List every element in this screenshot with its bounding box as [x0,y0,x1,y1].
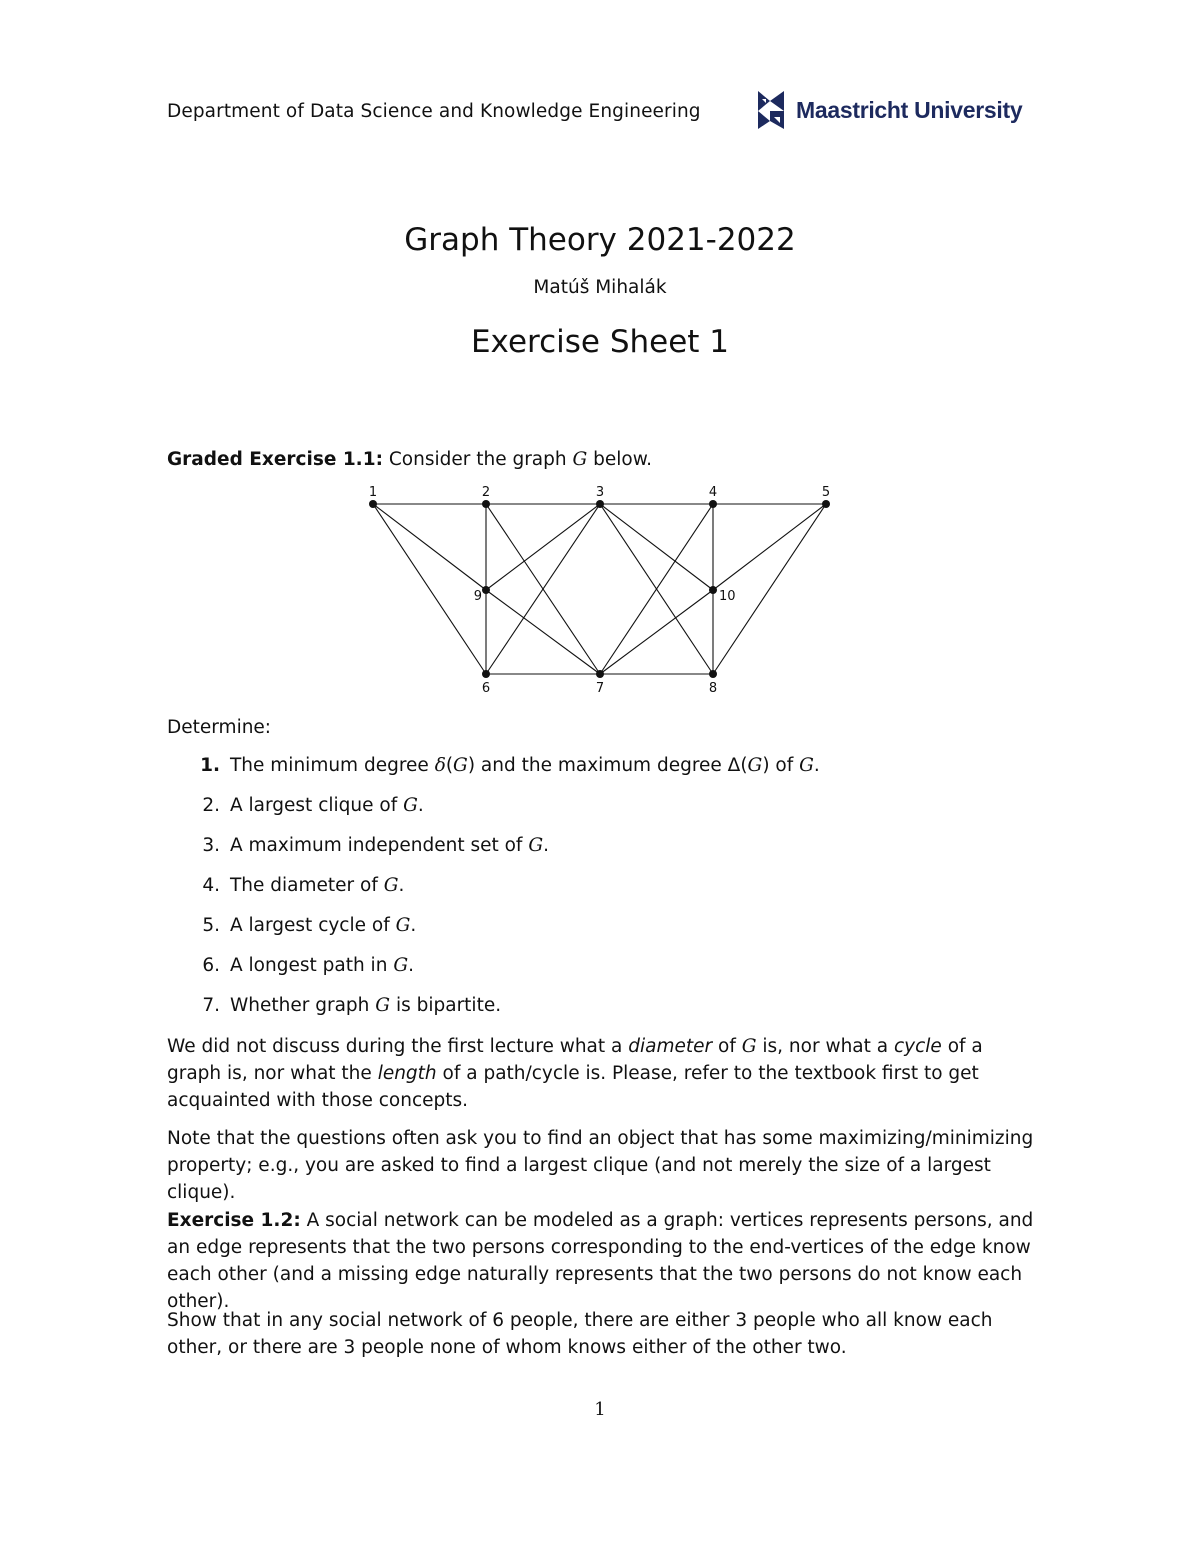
author-name: Matúš Mihalák [533,277,667,298]
question-text: The diameter of G. [230,875,405,896]
question-item [167,752,820,792]
question-text: A largest clique of G. [230,795,424,816]
graph-edge-10-7 [600,590,713,674]
question-item [167,992,820,1032]
graph-vertex-label-1: 1 [368,485,378,500]
note-diameter-cycle: We did not discuss during the first lecture what a diameter of G is, nor what a cycle of a graph is, nor what the length of a path/cycle is. Please, refer to the textbook first to get acquainted with those concepts. [167,1036,983,1111]
graph-vertex-label-3: 3 [595,485,605,500]
exercise-2-text: Exercise 1.2: A social network can be modeled as a graph: vertices represents persons, and an edge represents that the two persons corresponding to the end-vertices of the edge know each other (and a missing edge naturally represents that the two persons do not know each other). [167,1210,1034,1312]
university-logo [756,88,1022,132]
question-number: 6. [202,955,220,976]
question-text: Whether graph G is bipartite. [230,995,502,1016]
question-item [167,952,820,992]
graph-figure [0,470,1200,710]
graph-edge-3-10 [600,504,713,590]
graph-vertex-label-10: 10 [719,589,736,604]
graph-vertex-label-4: 4 [708,485,718,500]
note-maximizing: Note that the questions often ask you to find an object that has some maximizing/minimizing property; e.g., you are asked to find a largest clique (and not merely the size of a largest clique). [167,1128,1034,1203]
graph-edge-9-7 [486,590,600,674]
question-number: 3. [202,835,220,856]
question-item [167,832,820,872]
determine-label: Determine: [167,717,272,738]
question-number: 7. [202,995,220,1016]
exercise-1-label: Graded Exercise 1.1: [167,449,383,470]
question-number: 1. [200,755,220,776]
graph-vertex-5 [822,500,830,508]
graph-vertex-1 [369,500,377,508]
graph-vertex-2 [482,500,490,508]
graph-vertex-label-5: 5 [821,485,831,500]
page-number: 1 [594,1399,606,1420]
question-item [167,912,820,952]
question-text: A maximum independent set of G. [230,835,549,856]
graph-vertex-3 [596,500,604,508]
department-name: Department of Data Science and Knowledge Engineering [167,101,701,122]
question-item [167,872,820,912]
graph-vertex-label-2: 2 [481,485,491,500]
question-number: 4. [202,875,220,896]
um-logo-icon [756,89,786,131]
graph-vertex-label-7: 7 [595,681,605,696]
exercise-1-intro: Graded Exercise 1.1: Consider the graph G below. [167,449,653,470]
exercise-2-label: Exercise 1.2: [167,1210,301,1231]
graph-vertex-label-6: 6 [481,681,491,696]
graph-vertex-label-9: 9 [473,589,482,604]
graph-vertex-10 [709,586,717,594]
graph-edge-1-9 [373,504,486,590]
graph-vertex-label-8: 8 [708,681,718,696]
university-name: Maastricht University [796,96,1023,123]
question-text: The minimum degree δ(G) and the maximum degree Δ(G) of G. [230,755,820,776]
graph-vertex-8 [709,670,717,678]
graph-vertex-6 [482,670,490,678]
graph-edge-5-10 [713,504,826,590]
question-number: 5. [202,915,220,936]
graph-vertex-9 [482,586,490,594]
sheet-title: Exercise Sheet 1 [470,324,730,360]
question-text: A longest path in G. [230,955,414,976]
exercise-2-task: Show that in any social network of 6 people, there are either 3 people who all know each other, or there are 3 people none of whom knows either of the other two. [167,1310,993,1358]
question-item [167,792,820,832]
graph-vertex-4 [709,500,717,508]
question-text: A largest cycle of G. [230,915,417,936]
question-list [167,752,820,1032]
graph-edge-1-6 [373,504,486,674]
graph-edge-3-9 [486,504,600,590]
graph-vertex-7 [596,670,604,678]
question-number: 2. [202,795,220,816]
course-title: Graph Theory 2021-2022 [404,222,796,258]
